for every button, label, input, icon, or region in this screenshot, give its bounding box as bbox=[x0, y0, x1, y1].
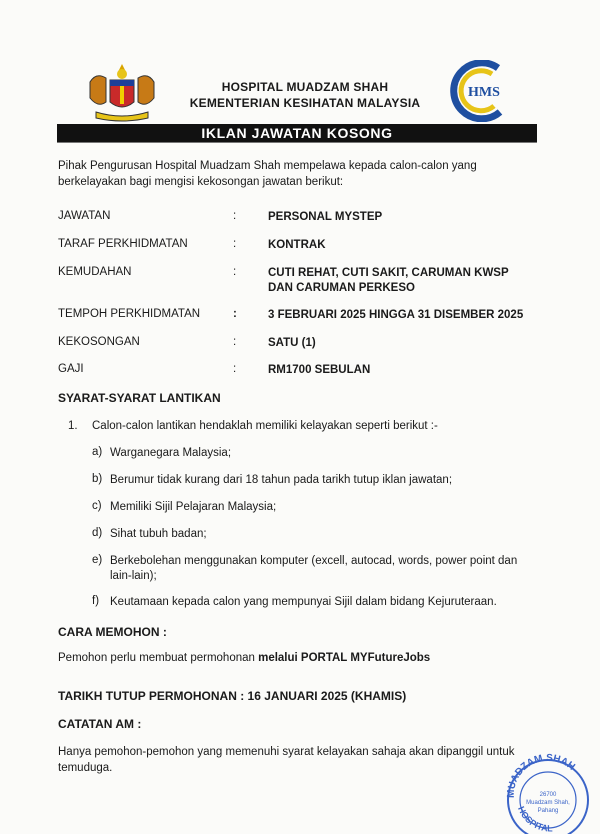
detail-label: KEKOSONGAN bbox=[58, 336, 140, 348]
detail-colon: : bbox=[233, 210, 237, 222]
detail-colon: : bbox=[233, 266, 237, 278]
detail-value: KONTRAK bbox=[268, 239, 326, 251]
item-text: Keutamaan kepada calon yang mempunyai Sijil dalam bidang Kejuruteraan. bbox=[110, 596, 497, 608]
detail-label: JAWATAN bbox=[58, 210, 111, 222]
detail-value: SATU (1) bbox=[268, 337, 316, 349]
apply-portal-text: melalui PORTAL MYFutureJobs bbox=[258, 652, 431, 664]
ministry-name: KEMENTERIAN KESIHATAN MALAYSIA bbox=[189, 96, 421, 110]
detail-colon: : bbox=[233, 238, 237, 250]
detail-value: PERSONAL MYSTEP bbox=[268, 211, 383, 223]
item-letter: c) bbox=[92, 500, 102, 512]
notes-line-1: Hanya pemohon-pemohon yang memenuhi syarat kelayakan sahaja akan dipanggil untuk bbox=[58, 746, 515, 758]
notes-heading: CATATAN AM : bbox=[58, 717, 142, 731]
item-letter: f) bbox=[92, 595, 100, 607]
item-text: Berumur tidak kurang dari 18 tahun pada tarikh tutup iklan jawatan; bbox=[110, 474, 453, 486]
stamp-top-text: MUADZAM SHAH bbox=[505, 752, 577, 799]
item-letter: b) bbox=[92, 473, 103, 485]
detail-value-cont: DAN CARUMAN PERKESO bbox=[268, 282, 415, 294]
notes-line-2: temuduga. bbox=[58, 762, 113, 774]
detail-colon: : bbox=[233, 308, 237, 320]
stamp-postcode: 26700 bbox=[539, 792, 557, 798]
detail-value: CUTI REHAT, CUTI SAKIT, CARUMAN KWSP bbox=[268, 267, 509, 279]
detail-colon: : bbox=[233, 363, 237, 375]
intro-line-2: berkelayakan bagi mengisi kekosongan jawatan berikut: bbox=[58, 176, 344, 188]
requirements-heading: SYARAT-SYARAT LANTIKAN bbox=[58, 391, 221, 405]
requirement-intro: Calon-calon lantikan hendaklah memiliki kelayakan seperti berikut :- bbox=[92, 420, 438, 432]
item-letter: d) bbox=[92, 527, 103, 539]
detail-label: TARAF PERKHIDMATAN bbox=[58, 238, 188, 250]
apply-text-plain: Pemohon perlu membuat permohonan bbox=[58, 652, 259, 664]
requirement-number: 1. bbox=[68, 420, 78, 432]
stamp-state: Pahang bbox=[537, 808, 559, 814]
detail-label: TEMPOH PERKHIDMATAN bbox=[58, 308, 201, 320]
apply-text bbox=[58, 650, 430, 666]
detail-value: 3 FEBRUARI 2025 HINGGA 31 DISEMBER 2025 bbox=[268, 309, 524, 321]
detail-label: KEMUDAHAN bbox=[58, 266, 132, 278]
closing-date: TARIKH TUTUP PERMOHONAN : 16 JANUARI 2025 (KHAMIS) bbox=[58, 689, 407, 703]
coat-of-arms-icon bbox=[82, 62, 162, 122]
apply-heading: CARA MEMOHON : bbox=[58, 625, 167, 639]
hospital-stamp-icon bbox=[502, 752, 592, 834]
item-text: Berkebolehan menggunakan komputer (excell, autocad, words, power point dan bbox=[110, 555, 518, 567]
stamp-bottom-text: HOSPITAL bbox=[516, 804, 553, 834]
item-text: Sihat tubuh badan; bbox=[110, 528, 207, 540]
detail-label: GAJI bbox=[58, 363, 84, 375]
hms-logo-icon bbox=[440, 60, 518, 122]
detail-value: RM1700 SEBULAN bbox=[268, 364, 371, 376]
detail-colon: : bbox=[233, 336, 237, 348]
hospital-name: HOSPITAL MUADZAM SHAH bbox=[221, 80, 389, 94]
item-letter: e) bbox=[92, 554, 103, 566]
item-text: Warganegara Malaysia; bbox=[110, 447, 232, 459]
vacancy-banner: IKLAN JAWATAN KOSONG bbox=[57, 124, 537, 142]
item-text-cont: lain-lain); bbox=[110, 570, 157, 582]
banner-divider bbox=[57, 142, 537, 143]
hms-logo-text: HMS bbox=[468, 85, 500, 100]
item-letter: a) bbox=[92, 446, 103, 458]
intro-line-1: Pihak Pengurusan Hospital Muadzam Shah mempelawa kepada calon-calon yang bbox=[58, 160, 477, 172]
item-text: Memiliki Sijil Pelajaran Malaysia; bbox=[110, 501, 277, 513]
stamp-town: Muadzam Shah, bbox=[526, 800, 570, 806]
